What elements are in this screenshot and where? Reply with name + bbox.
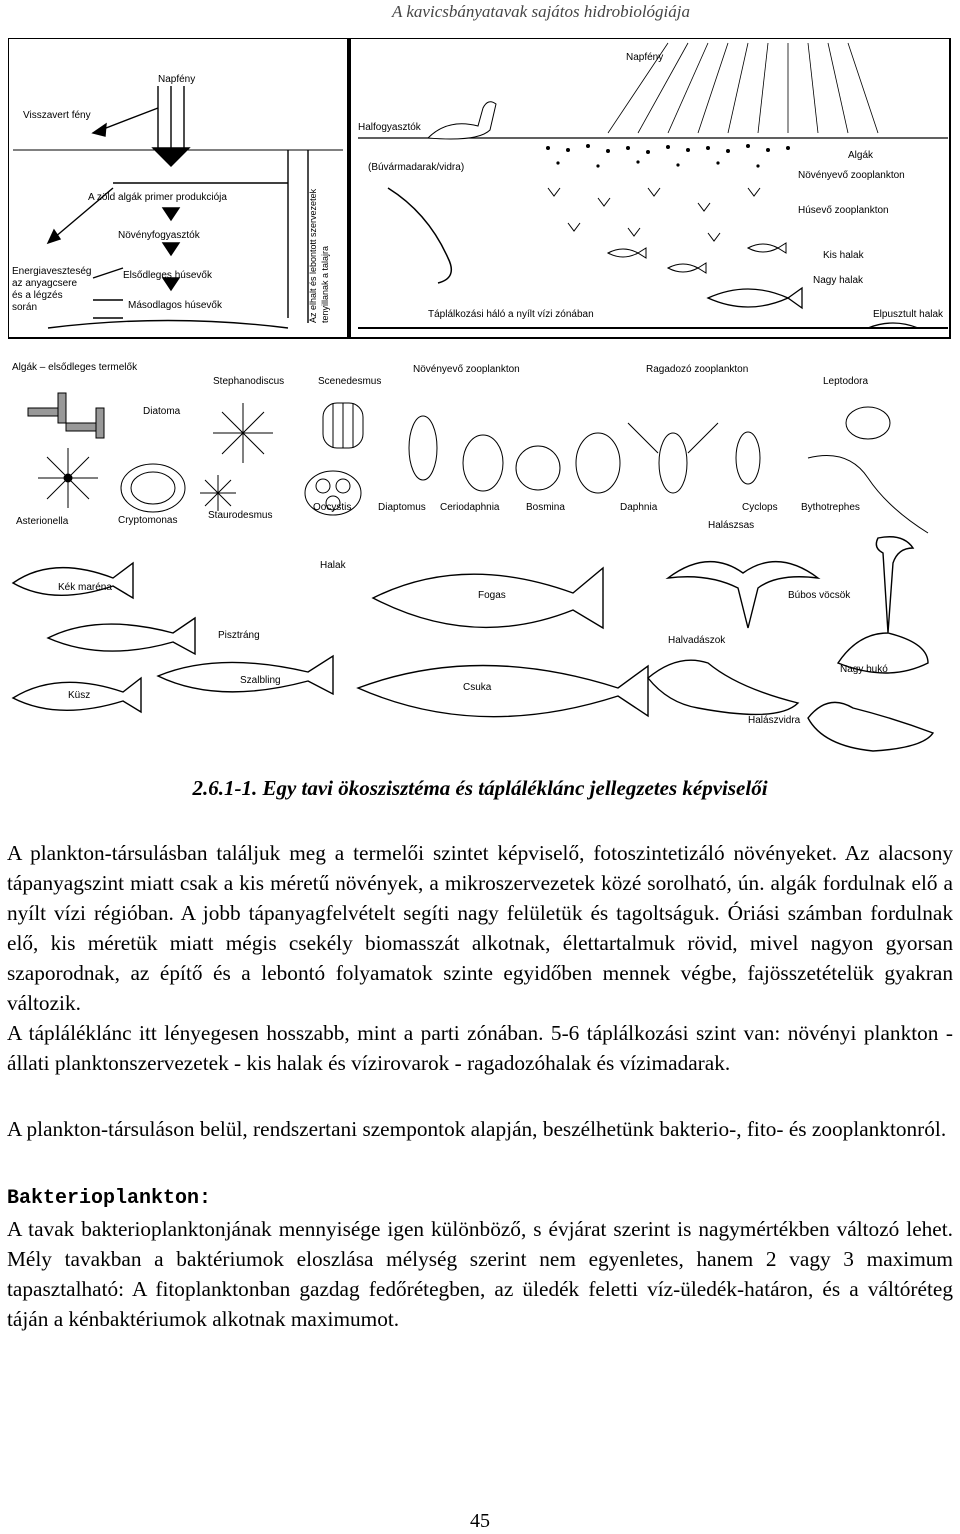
- paragraph-2: A tápláléklánc itt lényegesen hosszabb, mint a parti zónában. 5-6 táplálkozási szint van: növényi plankton - állati planktonszervezetek - kis halak és vízirovarok - ragadozóhalak és vízimadarak.: [7, 1021, 953, 1075]
- r3-kekmarena: Kék maréna: [58, 582, 112, 593]
- r2-daphnia: Daphnia: [620, 502, 658, 513]
- r2-novenyevo: Növényevő zooplankton: [413, 364, 520, 375]
- r3-halaszvidra: Halászvidra: [748, 715, 801, 726]
- r3-szalbling: Szalbling: [240, 675, 281, 686]
- p2-kishalak: Kis halak: [823, 250, 864, 261]
- p1-napfeny: Napfény: [158, 74, 196, 85]
- r3-halak: Halak: [320, 560, 346, 571]
- p2-novenyevo: Növényevő zooplankton: [798, 170, 905, 181]
- r2-asterionella: Asterionella: [16, 516, 69, 527]
- p1-vertical2: tenyillanak a talajra: [320, 245, 330, 323]
- r2-bosmina: Bosmina: [526, 502, 565, 513]
- paragraph-3: A plankton-társuláson belül, rendszertani szempontok alapján, beszélhetünk bakterio-, fito- és zooplanktonról.: [7, 1117, 947, 1141]
- p2-buvar: (Búvármadarak/vidra): [368, 162, 465, 173]
- r3-nagybuko: Nagy bukó: [840, 664, 888, 675]
- p1-masodlagos: Másodlagos húsevők: [128, 300, 222, 311]
- p2-nagyhalak: Nagy halak: [813, 275, 864, 286]
- p1-energia3: és a légzés: [12, 290, 63, 301]
- r2-ceriodaphnia: Ceriodaphnia: [440, 502, 500, 513]
- r3-halaszsas: Halászsas: [708, 520, 755, 531]
- p1-primer: A zöld algák primer produkciója: [88, 192, 227, 203]
- p2-tapl: Táplálkozási háló a nyílt vízi zónában: [428, 309, 594, 320]
- r2-diatoma: Diatoma: [143, 406, 181, 417]
- r2-stephanodiscus: Stephanodiscus: [213, 376, 285, 387]
- running-header: A kavicsbányatavak sajátos hidrobiológiája: [392, 2, 690, 21]
- p1-energia1: Energiaveszteség: [12, 266, 92, 277]
- r3-bubosvocsok: Búbos vöcsök: [788, 590, 851, 601]
- p2-algak: Algák: [848, 150, 874, 161]
- r3-kusz: Küsz: [68, 690, 91, 701]
- p2-napfeny: Napfény: [626, 52, 664, 63]
- r3-fogas: Fogas: [478, 590, 506, 601]
- r2-cryptomonas: Cryptomonas: [118, 515, 178, 526]
- r2-staurodesmus: Staurodesmus: [208, 510, 273, 521]
- p1-elsodleges: Elsődleges húsevők: [123, 270, 212, 281]
- p1-energia4: során: [12, 302, 38, 313]
- r2-leptodora: Leptodora: [823, 376, 869, 387]
- r3-halvadaszok: Halvadászok: [668, 635, 726, 646]
- p1-vertical1: Az elhalt és lebontott szervezetek: [308, 188, 318, 323]
- page-number: 45: [470, 1510, 490, 1532]
- p2-husevo: Húsevő zooplankton: [798, 205, 889, 216]
- p2-elpusztult: Elpusztult halak: [873, 309, 944, 320]
- p2-halfogyasztok: Halfogyasztók: [358, 122, 421, 133]
- body-text: [7, 838, 953, 1334]
- food-web-illustration: [8, 38, 952, 766]
- r3-pisztrang: Pisztráng: [218, 630, 260, 641]
- section-heading: Bakterioplankton:: [7, 1187, 212, 1210]
- figure-caption: 2.6.1-1. Egy tavi ökoszisztéma és tápláléklánc jellegzetes képviselői: [192, 776, 768, 800]
- r2-diaptomus: Diaptomus: [378, 502, 426, 513]
- r2-bythotrephes: Bythotrephes: [801, 502, 860, 513]
- food-web-figure: [8, 38, 952, 766]
- r3-csuka: Csuka: [463, 682, 492, 693]
- paragraph-4: A tavak bakterioplanktonjának mennyisége igen különböző, s évjárat szerint is nagymértékben változó lehet. Mély tavakban a baktériumok eloszlása mélység szerint nem egyenletes, hanem 2 vagy 3 maximum tapasztalható: A fitoplanktonban gazdag fedőrétegben, az üledék feletti víz-üledék-határon, és a váltóréteg táján a kénbaktériumok alkotnak maximumot.: [7, 1217, 953, 1331]
- r2-cyclops: Cyclops: [742, 502, 778, 513]
- r2-scenedesmus: Scenedesmus: [318, 376, 382, 387]
- r2-ragadozo: Ragadozó zooplankton: [646, 364, 749, 375]
- p1-visszavert: Visszavert fény: [23, 110, 91, 121]
- r2-algak-label: Algák – elsődleges termelők: [12, 362, 138, 373]
- open-water-panel: [350, 38, 950, 338]
- p1-novenyfogyasztok: Növényfogyasztók: [118, 230, 200, 241]
- p1-energia2: az anyagcsere: [12, 278, 78, 289]
- paragraph-1: A plankton-társulásban találjuk meg a termelői szintet képviselő, fotoszintetizáló növényeket. Az alacsony tápanyagszint miatt csak a kis méretű növények, a mikroszervezetek közé sorolható, ún. algák fordulnak elő a nyílt vízi régióban. A jobb tápanyagfelvételt segíti nagy felületük és tagoltságuk. Óriási számban fordulnak elő, kis méretük miatt mégis csekély biomasszát alkotnak, élettartalmuk rövid, mivel nagyon gyorsan szaporodnak, az építő és a lebontó folyamatok szinte egyidőben mennek végbe, fajösszetételük gyakran változik.: [7, 841, 953, 1015]
- r2-oocystis: Oocystis: [313, 502, 352, 513]
